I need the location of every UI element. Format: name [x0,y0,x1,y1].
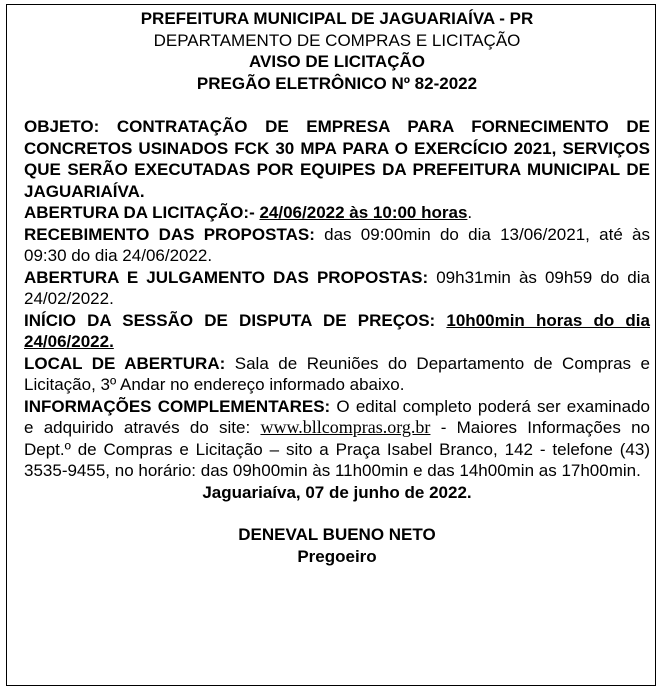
header-auction-number: PREGÃO ELETRÔNICO Nº 82-2022 [196,73,478,93]
local-text: Sala de Reuniões do Departamento de Compras e Licitação, 3º Andar no endereço informado abaixo. [24,353,650,394]
place-date: Jaguariaíva, 07 de junho de 2022. [202,482,472,502]
header-notice-type: AVISO DE LICITAÇÃO [249,52,425,71]
disputa-paragraph [24,310,650,353]
disputa-label: INÍCIO DA SESSÃO DE DISPUTA DE PREÇOS: [24,310,436,330]
abertura-value: 24/06/2022 às 10:00 horas [259,203,468,222]
website-link[interactable]: www.bllcompras.org.br [260,417,431,437]
julgamento-text: 09h31min às 09h59 do dia 24/02/2022. [24,267,650,308]
info-paragraph [24,396,650,482]
info-label: INFORMAÇÕES COMPLEMENTARES: [24,396,331,416]
julgamento-paragraph [24,267,650,310]
recebimento-paragraph [24,224,650,267]
abertura-label: ABERTURA DA LICITAÇÃO:- [24,203,255,222]
signatory-role: Pregoeiro [297,546,377,566]
recebimento-label: RECEBIMENTO DAS PROPOSTAS: [24,224,315,244]
info-text-before: O edital completo poderá ser examinado e adquirido através do site: [24,396,650,437]
local-label: LOCAL DE ABERTURA: [24,353,226,373]
objeto-text: CONTRATAÇÃO DE EMPRESA PARA FORNECIMENTO DE CONCRETOS USINADOS FCK 30 MPA PARA O EXERCÍCIO 2021, SERVIÇOS QUE SERÃO EXECUTADAS POR EQUIPES DA PREFEITURA MUNICIPAL DE JAGUARIAÍVA. [24,117,650,201]
recebimento-text: das 09:00min do dia 13/06/2021, até às 09:30 do dia 24/06/2022. [24,224,650,265]
julgamento-label: ABERTURA E JULGAMENTO DAS PROPOSTAS: [24,267,429,287]
header-title: PREFEITURA MUNICIPAL DE JAGUARIAÍVA - PR [140,9,534,28]
local-paragraph [24,353,650,396]
abertura-suffix: . [467,203,473,222]
objeto-paragraph [24,116,650,202]
info-text-after: - Maiores Informações no Dept.º de Compras e Licitação – sito a Praça Isabel Branco, 142 - telefone (43) 3535-9455, no horário: das 09h00min às 11h00min e das 14h00min as 17h00min. [24,418,650,480]
disputa-value: 10h00min horas do dia 24/06/2022. [24,310,650,351]
notice-document [24,8,650,567]
abertura-line [24,202,650,224]
signatory-name: DENEVAL BUENO NETO [238,525,436,544]
objeto-label: OBJETO: [24,117,100,136]
header-department: DEPARTAMENTO DE COMPRAS E LICITAÇÃO [153,30,521,50]
